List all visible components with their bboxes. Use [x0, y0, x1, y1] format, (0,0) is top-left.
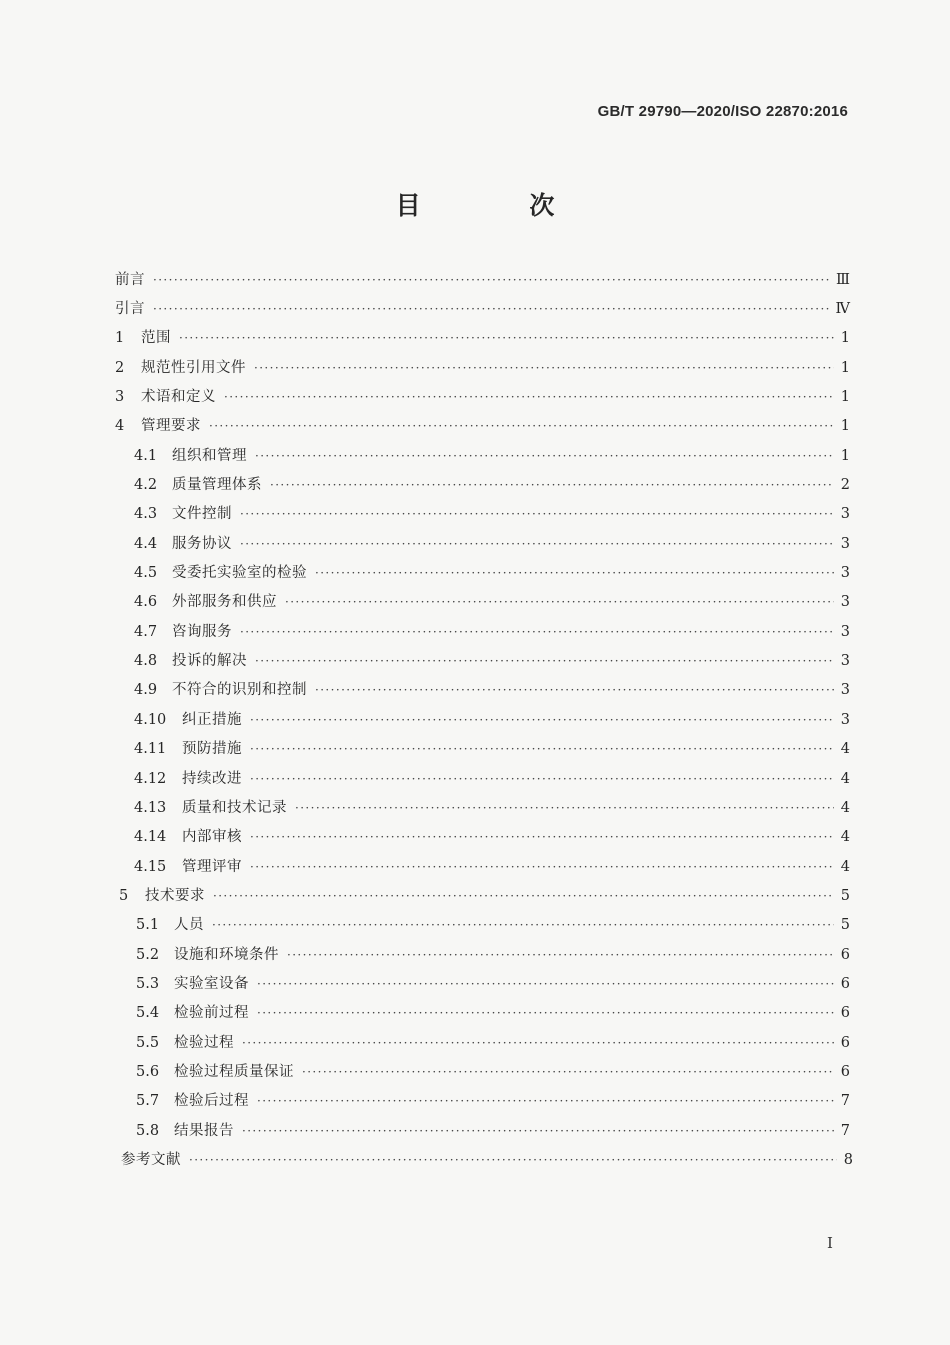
toc-entry-number: 2: [115, 359, 125, 376]
dot-leader: [250, 769, 834, 789]
toc-entry-foreword[interactable]: [0, 265, 950, 294]
toc-entry-4-1[interactable]: [0, 441, 950, 470]
toc-entry-3[interactable]: [0, 382, 950, 411]
toc-entry-title: 质量和技术记录: [182, 799, 287, 816]
toc-entry-title: 检验过程质量保证: [174, 1063, 294, 1080]
toc-entry-title: 结果报告: [174, 1122, 234, 1139]
toc-entry-page: 3: [840, 535, 850, 552]
toc-entry-page: 6: [840, 946, 850, 963]
dot-leader: [179, 328, 834, 348]
toc-entry-5-1[interactable]: [0, 911, 950, 940]
toc-entry-4-6[interactable]: [0, 588, 950, 617]
toc-entry-page: 2: [840, 477, 850, 494]
dot-leader: [315, 563, 834, 583]
toc-entry-title: 文件控制: [172, 506, 232, 523]
dot-leader: [285, 592, 834, 612]
toc-entry-number: 4.4: [134, 535, 158, 552]
toc-entry-title: 受委托实验室的检验: [172, 565, 307, 582]
toc-entry-4-2[interactable]: [0, 470, 950, 499]
toc-entry-page: 6: [840, 1005, 850, 1022]
toc-entry-page: 4: [840, 741, 850, 758]
dot-leader: [240, 534, 834, 554]
toc-entry-title: 前言: [115, 271, 145, 288]
toc-entry-page: 1: [840, 447, 850, 464]
toc-entry-number: 4.12: [134, 770, 167, 787]
dot-leader: [213, 886, 834, 906]
dot-leader: [189, 1150, 837, 1170]
dot-leader: [250, 710, 834, 730]
dot-leader: [287, 945, 834, 965]
toc-entry-page: 6: [840, 1063, 850, 1080]
table-of-contents: [0, 265, 950, 1175]
toc-entry-5-3[interactable]: [0, 969, 950, 998]
toc-entry-title: 管理要求: [141, 418, 201, 435]
toc-entry-5-4[interactable]: [0, 999, 950, 1028]
toc-entry-number: 3: [115, 389, 125, 406]
toc-entry-title: 管理评审: [182, 858, 242, 875]
toc-entry-5-8[interactable]: [0, 1116, 950, 1145]
toc-entry-number: 4: [115, 418, 125, 435]
toc-entry-introduction[interactable]: [0, 294, 950, 323]
toc-entry-number: 4.3: [134, 506, 158, 523]
toc-entry-page: 3: [840, 623, 850, 640]
page-number: I: [827, 1234, 833, 1252]
toc-entry-title: 纠正措施: [182, 711, 242, 728]
toc-entry-page: 4: [840, 829, 850, 846]
toc-entry-5-5[interactable]: [0, 1028, 950, 1057]
toc-entry-number: 4.8: [134, 653, 158, 670]
toc-entry-number: 4.5: [134, 565, 158, 582]
dot-leader: [295, 798, 834, 818]
toc-entry-page: 3: [840, 711, 850, 728]
toc-entry-title: 咨询服务: [172, 623, 232, 640]
dot-leader: [250, 857, 834, 877]
toc-entry-number: 5.6: [136, 1063, 160, 1080]
toc-entry-4-15[interactable]: [0, 852, 950, 881]
dot-leader: [257, 1091, 834, 1111]
toc-entry-number: 5.5: [136, 1034, 160, 1051]
toc-entry-page: 7: [840, 1093, 850, 1110]
toc-entry-4-11[interactable]: [0, 735, 950, 764]
dot-leader: [315, 680, 834, 700]
toc-entry-title: 持续改进: [182, 770, 242, 787]
toc-entry-4-13[interactable]: [0, 793, 950, 822]
toc-entry-page: 1: [840, 330, 850, 347]
toc-entry-5-6[interactable]: [0, 1057, 950, 1086]
toc-entry-title: 规范性引用文件: [141, 359, 246, 376]
toc-entry-page: 1: [840, 389, 850, 406]
toc-entry-4-3[interactable]: [0, 500, 950, 529]
toc-entry-page: 3: [840, 682, 850, 699]
toc-entry-title: 人员: [174, 917, 204, 934]
toc-entry-number: 5.3: [136, 975, 160, 992]
dot-leader: [302, 1062, 834, 1082]
dot-leader: [255, 446, 834, 466]
toc-entry-page: 6: [840, 975, 850, 992]
toc-entry-page: 5: [840, 917, 850, 934]
toc-entry-number: 5.8: [136, 1122, 160, 1139]
toc-entry-title: 检验后过程: [174, 1093, 249, 1110]
toc-entry-title: 范围: [141, 330, 171, 347]
dot-leader: [209, 416, 834, 436]
toc-entry-page: 8: [843, 1151, 853, 1168]
toc-entry-4-5[interactable]: [0, 558, 950, 587]
toc-entry-page: 4: [840, 770, 850, 787]
toc-entry-page: 3: [840, 565, 850, 582]
dot-leader: [240, 504, 834, 524]
toc-entry-number: 5.7: [136, 1093, 160, 1110]
toc-entry-page: 3: [840, 653, 850, 670]
toc-entry-title: 实验室设备: [174, 975, 249, 992]
toc-entry-1[interactable]: [0, 324, 950, 353]
dot-leader: [250, 827, 834, 847]
toc-entry-title: 预防措施: [182, 741, 242, 758]
standard-code: GB/T 29790—2020/ISO 22870:2016: [597, 103, 848, 120]
toc-entry-number: 4.2: [134, 477, 158, 494]
toc-entry-title: 检验过程: [174, 1034, 234, 1051]
toc-entry-4-14[interactable]: [0, 823, 950, 852]
toc-entry-number: 5.2: [136, 946, 160, 963]
dot-leader: [255, 651, 834, 671]
toc-entry-5-2[interactable]: [0, 940, 950, 969]
dot-leader: [242, 1033, 834, 1053]
toc-entry-number: 4.6: [134, 594, 158, 611]
toc-entry-page: 7: [840, 1122, 850, 1139]
toc-entry-title: 投诉的解决: [172, 653, 247, 670]
toc-entry-5-7[interactable]: [0, 1087, 950, 1116]
toc-entry-title: 技术要求: [145, 887, 205, 904]
dot-leader: [250, 739, 834, 759]
toc-entry-page: 3: [840, 506, 850, 523]
toc-entry-4[interactable]: [0, 412, 950, 441]
toc-entry-page: Ⅲ: [836, 271, 850, 288]
toc-entry-4-7[interactable]: [0, 617, 950, 646]
toc-entry-number: 1: [115, 330, 125, 347]
dot-leader: [240, 622, 834, 642]
toc-entry-title: 质量管理体系: [172, 477, 262, 494]
toc-entry-4-12[interactable]: [0, 764, 950, 793]
toc-entry-title: 参考文献: [121, 1151, 181, 1168]
dot-leader: [212, 915, 834, 935]
dot-leader: [242, 1121, 834, 1141]
toc-entry-number: 4.7: [134, 623, 158, 640]
page-title: 目 次: [395, 191, 605, 220]
toc-entry-number: 4.10: [134, 711, 167, 728]
toc-entry-number: 4.13: [134, 799, 167, 816]
toc-entry-4-9[interactable]: [0, 676, 950, 705]
toc-entry-4-4[interactable]: [0, 529, 950, 558]
toc-entry-title: 设施和环境条件: [174, 946, 279, 963]
toc-entry-page: Ⅳ: [835, 301, 850, 318]
toc-entry-number: 4.14: [134, 829, 167, 846]
toc-entry-number: 5.1: [136, 917, 160, 934]
dot-leader: [153, 270, 830, 290]
toc-entry-title: 外部服务和供应: [172, 594, 277, 611]
toc-entry-bibliography[interactable]: [0, 1145, 950, 1174]
toc-entry-number: 4.15: [134, 858, 167, 875]
toc-entry-page: 4: [840, 799, 850, 816]
toc-entry-number: 4.9: [134, 682, 158, 699]
toc-entry-page: 1: [840, 359, 850, 376]
toc-entry-page: 5: [840, 887, 850, 904]
dot-leader: [257, 974, 834, 994]
toc-entry-title: 检验前过程: [174, 1005, 249, 1022]
dot-leader: [254, 358, 834, 378]
toc-entry-page: 6: [840, 1034, 850, 1051]
toc-entry-5[interactable]: [0, 881, 950, 910]
toc-entry-page: 3: [840, 594, 850, 611]
toc-entry-title: 不符合的识别和控制: [172, 682, 307, 699]
toc-entry-title: 引言: [115, 301, 145, 318]
toc-entry-page: 1: [840, 418, 850, 435]
toc-entry-title: 组织和管理: [172, 447, 247, 464]
toc-entry-number: 5: [119, 887, 129, 904]
toc-entry-title: 内部审核: [182, 829, 242, 846]
toc-entry-2[interactable]: [0, 353, 950, 382]
dot-leader: [224, 387, 834, 407]
toc-entry-page: 4: [840, 858, 850, 875]
toc-entry-number: 5.4: [136, 1005, 160, 1022]
dot-leader: [153, 299, 830, 319]
dot-leader: [257, 1003, 834, 1023]
toc-entry-title: 术语和定义: [141, 389, 216, 406]
toc-entry-title: 服务协议: [172, 535, 232, 552]
toc-entry-4-10[interactable]: [0, 705, 950, 734]
dot-leader: [270, 475, 834, 495]
toc-entry-number: 4.1: [134, 447, 158, 464]
toc-entry-number: 4.11: [134, 741, 167, 758]
toc-entry-4-8[interactable]: [0, 646, 950, 675]
